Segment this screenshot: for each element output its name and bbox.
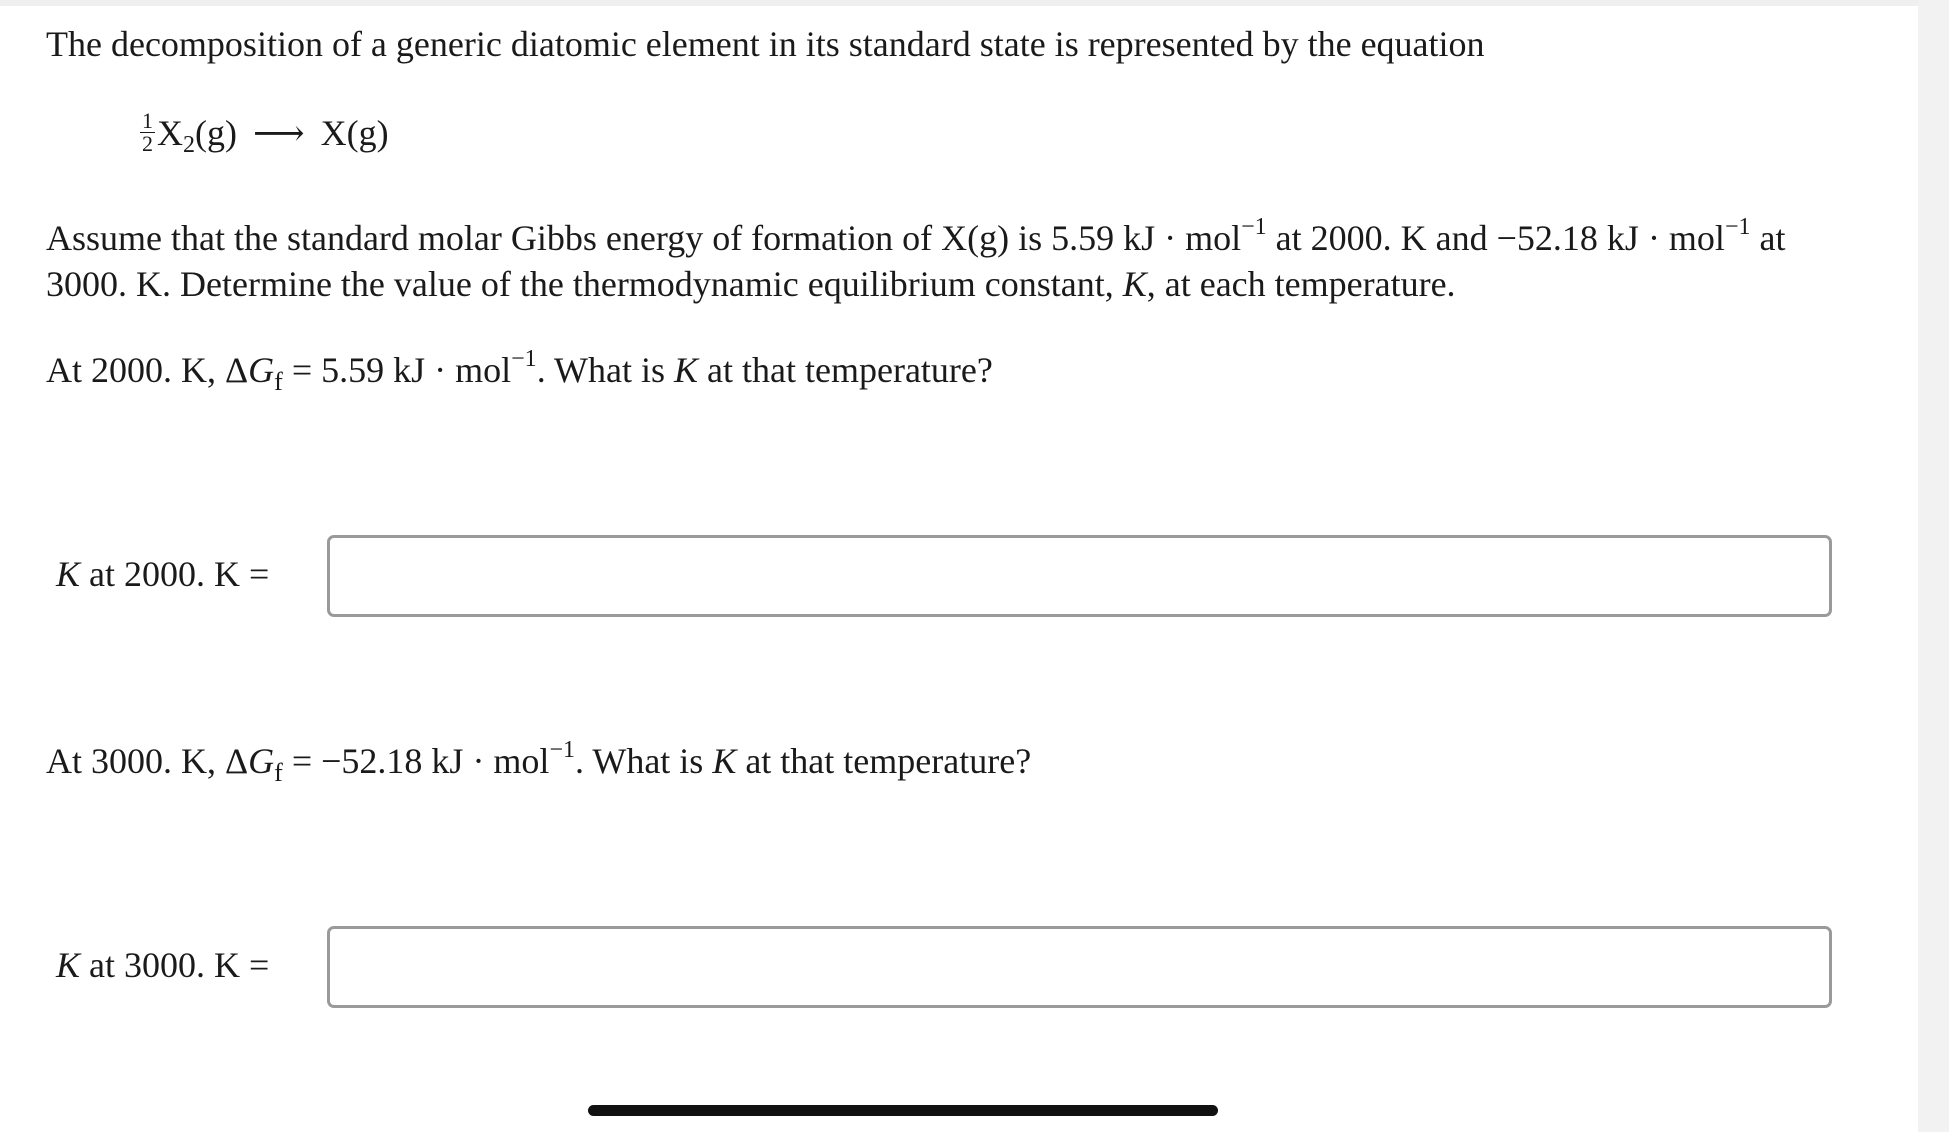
assumption-line-2: 3000. K. Determine the value of the thermodynamic equilibrium constant, K, at each temperature. <box>46 264 1456 304</box>
top-strip <box>0 0 1949 6</box>
reactant-state: (g) <box>195 113 237 153</box>
answer-label-3000k: K at 3000. K = <box>56 945 270 985</box>
reactant-subscript: 2 <box>183 132 195 158</box>
intro-text: The decomposition of a generic diatomic element in its standard state is represented by the equation <box>46 24 1485 64</box>
right-scroll-gutter <box>1918 0 1949 1132</box>
home-indicator-bar[interactable] <box>588 1105 1218 1116</box>
assumption-line-1: Assume that the standard molar Gibbs energy of formation of X(g) is 5.59 kJ · mol$^{-1}$ at 2000. K and −52.18 kJ · mol$^{-1}$ at <box>46 214 1786 258</box>
question-3000k: At 3000. K, $\Delta G_f = -52.18$ kJ · mol$^{-1}$. What is K at that temperature? <box>46 737 1032 787</box>
question-2000k: At 2000. K, $\Delta G_f = 5.59$ kJ · mol$^{-1}$. What is K at that temperature? <box>46 346 993 396</box>
answer-label-2000k: K at 2000. K = <box>56 554 270 594</box>
answer-input-2000k[interactable] <box>327 535 1832 617</box>
reaction-arrow-icon: ⟶ <box>252 113 305 153</box>
product: X(g) <box>320 113 389 153</box>
one-half-fraction: $\frac{1}{2}$ <box>142 108 153 157</box>
chemical-equation <box>140 108 389 170</box>
answer-input-3000k[interactable] <box>327 926 1832 1008</box>
reactant: X <box>157 113 183 153</box>
